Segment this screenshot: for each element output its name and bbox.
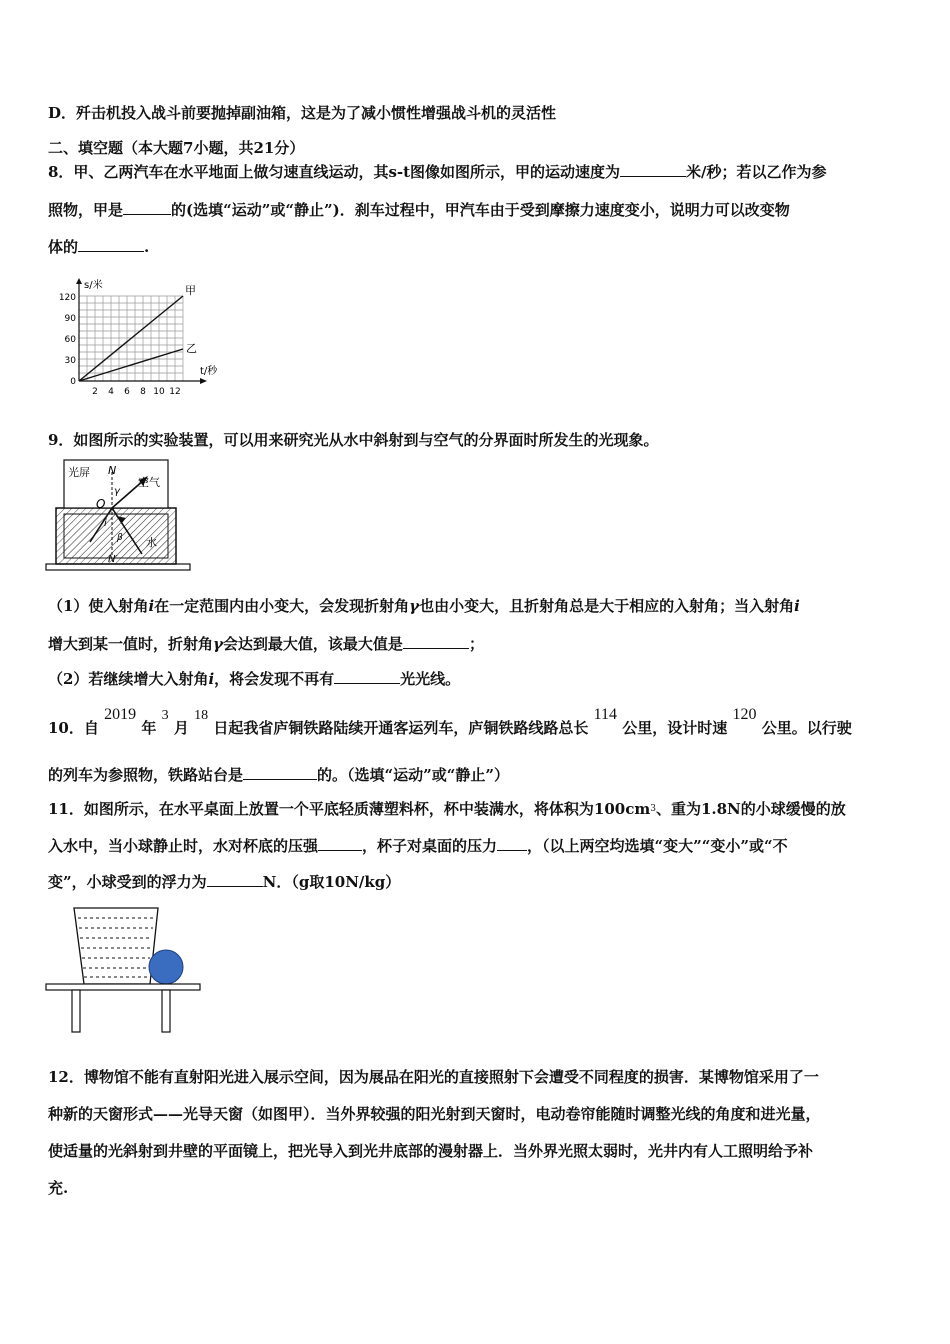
q11-cup-table-figure	[44, 904, 204, 1036]
q8-line1: 8．甲、乙两汽车在水平地面上做匀速直线运动，其s-t图像如图所示，甲的运动速度为 米/秒；若以乙作为参	[48, 163, 827, 181]
svg-text:6: 6	[124, 387, 130, 397]
q11-line2: 入水中，当小球静止时，水对杯底的压强 ，杯子对桌面的压力 ，（以上两空均选填“变大”“变小”或“不	[48, 837, 788, 855]
svg-text:8: 8	[140, 387, 146, 397]
q9-blank-light[interactable]	[334, 669, 400, 684]
q9-stem: 9．如图所示的实验装置，可以用来研究光从水中斜射到与空气的分界面时所发生的光现象。	[48, 431, 659, 449]
q10-line1: 10．自 2019 年 3 月 18 日起我省庐铜铁路陆续开通客运列车，庐铜铁路线路总长 114 公里，设计时速 120 公里。以行驶	[48, 706, 852, 737]
svg-text:4: 4	[108, 387, 114, 397]
q9-part1-line1: （1）使入射角i在一定范围内由小变大，会发现折射角γ也由小变大，且折射角总是大于相应的入射角；当入射角i	[48, 597, 800, 615]
q11-line1: 11．如图所示，在水平桌面上放置一个平底轻质薄塑料杯，杯中装满水，将体积为$100cm^3$、重为1.8N的小球缓慢的放	[48, 800, 846, 818]
svg-text:0: 0	[70, 377, 76, 387]
ball	[149, 950, 183, 984]
svg-text:2: 2	[92, 387, 98, 397]
q8-line2: 照物，甲是 的(选填“运动”或“静止”)．刹车过程中，甲汽车由于受到摩擦力速度变小，说明力可以改变物	[48, 201, 790, 219]
option-d: D．歼击机投入战斗前要抛掉副油箱，这是为了减小惯性增强战斗机的灵活性	[48, 104, 557, 122]
q8-blank-speed[interactable]	[620, 162, 686, 177]
q8-blank-state[interactable]	[123, 200, 171, 215]
q12-line1: 12．博物馆不能有直射阳光进入展示空间，因为展品在阳光的直接照射下会遭受不同程度的损害．某博物馆采用了一	[48, 1068, 819, 1086]
svg-text:O: O	[96, 497, 106, 511]
svg-text:光屏: 光屏	[68, 466, 90, 479]
q12-line3: 使适量的光斜射到井壁的平面镜上，把光导入到光井底部的漫射器上．当外界光照太弱时，光井内有人工照明给予补	[48, 1142, 814, 1160]
svg-text:10: 10	[153, 387, 165, 397]
q10-line2: 的列车为参照物，铁路站台是 的。（选填“运动”或“静止”）	[48, 766, 510, 784]
svg-text:甲: 甲	[185, 284, 196, 297]
q9-blank-max-angle[interactable]	[403, 634, 469, 649]
q11-blank-force[interactable]	[497, 836, 527, 851]
svg-text:β: β	[117, 533, 123, 543]
svg-text:t/秒: t/秒	[200, 366, 218, 377]
section-2-heading: 二、填空题（本大题7小题，共21分）	[48, 139, 305, 157]
svg-text:120: 120	[58, 293, 76, 303]
svg-text:水: 水	[146, 536, 157, 549]
q11-blank-pressure[interactable]	[318, 836, 362, 851]
q9-part1-line2: 增大到某一值时，折射角γ会达到最大值，该最大值是 ；	[48, 635, 484, 653]
q9-refraction-apparatus	[44, 458, 192, 574]
q9-part2: （2）若继续增大入射角i，将会发现不再有 光光线。	[48, 670, 461, 688]
q11-line3: 变”，小球受到的浮力为 N．（g取10N/kg）	[48, 873, 401, 891]
svg-text:乙: 乙	[186, 342, 197, 355]
svg-text:空气: 空气	[138, 476, 160, 489]
svg-text:90: 90	[64, 314, 76, 324]
svg-text:30: 30	[64, 356, 76, 366]
q12-line2: 种新的天窗形式——光导天窗（如图甲）．当外界较强的阳光射到天窗时，电动卷帘能随时调整光线的角度和进光量，	[48, 1105, 821, 1123]
svg-text:N: N	[108, 464, 117, 477]
q10-blank-state[interactable]	[243, 765, 317, 780]
svg-text:60: 60	[64, 335, 76, 345]
svg-text:s/米: s/米	[84, 280, 103, 291]
svg-text:i: i	[104, 518, 107, 529]
q11-blank-buoyancy[interactable]	[207, 872, 263, 887]
svg-text:12: 12	[169, 387, 181, 397]
line-jia	[79, 296, 183, 381]
line-yi	[79, 349, 183, 381]
q8-line3: 体的 .	[48, 238, 150, 256]
q8-st-graph	[52, 276, 232, 400]
svg-text:γ: γ	[114, 486, 120, 497]
svg-text:N′: N′	[108, 554, 118, 565]
q8-blank-force[interactable]	[78, 237, 144, 252]
q12-line4: 充.	[48, 1179, 69, 1197]
